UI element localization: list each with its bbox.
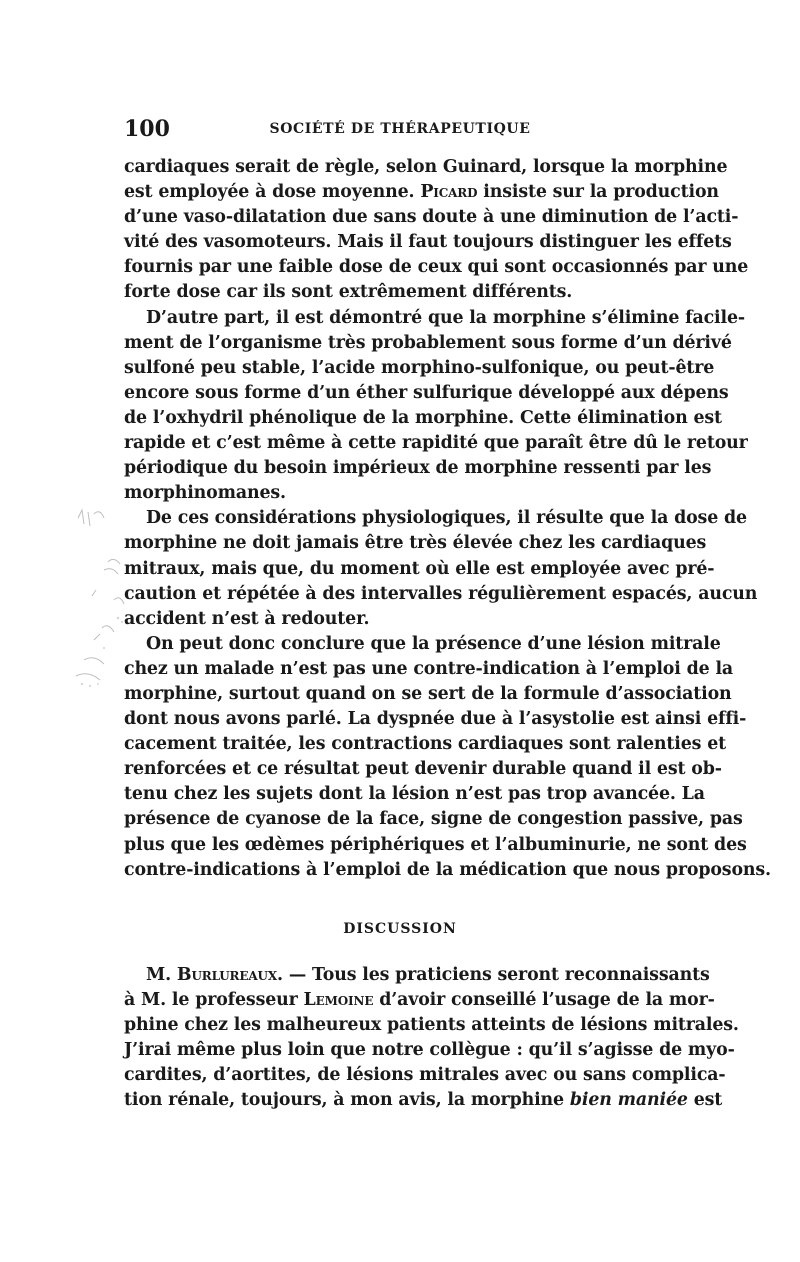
text-line: fournis par une faible dose de ceux qui sont occasionnés par une	[124, 257, 749, 278]
text-line: rapide et c’est même à cette rapidité que paraît être dû le retour	[124, 433, 748, 454]
page-number: 100	[124, 116, 170, 142]
text-line-part: M.	[146, 965, 177, 985]
text-line-part: . — Tous les praticiens seront reconnaissants	[277, 965, 710, 985]
text-line-part: est	[687, 1090, 723, 1111]
text-line-part: à M. le professeur	[124, 990, 304, 1011]
text-line: présence de cyanose de la face, signe de congestion passive, pas	[124, 809, 743, 830]
running-title: SOCIÉTÉ DE THÉRAPEUTIQUE	[269, 121, 531, 137]
text-line: chez un malade n’est pas une contre-indication à l’emploi de la	[124, 658, 734, 679]
italic-phrase: bien maniée	[569, 1090, 688, 1111]
text-line: accident n’est à redouter.	[124, 608, 370, 629]
text-line	[124, 963, 710, 988]
text-line	[124, 180, 719, 205]
discussion-text	[124, 963, 739, 1114]
text-line: encore sous forme d’un éther sulfurique développé aux dépens	[124, 382, 729, 403]
text-line: D’autre part, il est démontré que la morphine s’élimine facile-	[146, 307, 745, 328]
text-line: phine chez les malheureux patients atteints de lésions mitrales.	[124, 1015, 739, 1036]
text-line: morphine, surtout quand on se sert de la formule d’association	[124, 683, 732, 704]
text-line: On peut donc conclure que la présence d’une lésion mitrale	[146, 633, 721, 654]
text-line: renforcées et ce résultat peut devenir durable quand il est ob-	[124, 759, 722, 780]
speaker-name: Lemoine	[303, 990, 374, 1011]
text-line: dont nous avons parlé. La dyspnée due à l’asystolie est ainsi effi-	[124, 709, 747, 730]
text-line	[124, 1088, 723, 1113]
text-line: cacement traitée, les contractions cardiaques sont ralenties et	[124, 734, 727, 755]
text-line: plus que les œdèmes périphériques et l’albuminurie, ne sont des	[124, 834, 747, 855]
text-line	[124, 988, 715, 1013]
text-line-part: insiste sur la production	[477, 182, 719, 203]
section-heading: DISCUSSION	[343, 921, 457, 937]
speaker-name: Burlureaux	[176, 965, 278, 985]
text-line: cardiaques serait de règle, selon Guinard, lorsque la morphine	[124, 157, 728, 177]
text-line: ment de l’organisme très probablement sous forme d’un dérivé	[124, 332, 732, 353]
text-line: contre-indications à l’emploi de la médication que nous proposons.	[124, 859, 771, 880]
author-name: Picard	[420, 182, 478, 203]
text-line: cardites, d’aortites, de lésions mitrales avec ou sans complica-	[124, 1065, 726, 1086]
text-line-part: d’avoir conseillé l’usage de la mor-	[373, 990, 715, 1011]
text-line: caution et répétée à des intervalles régulièrement espacés, aucun	[124, 583, 758, 604]
text-line: d’une vaso-dilatation due sans doute à une diminution de l’acti-	[124, 207, 739, 228]
text-line-part: tion rénale, toujours, à mon avis, la morphine	[124, 1090, 570, 1111]
text-line: morphinomanes.	[124, 483, 286, 504]
text-line: morphine ne doit jamais être très élevée chez les cardiaques	[124, 533, 707, 554]
text-line: De ces considérations physiologiques, il résulte que la dose de	[146, 508, 747, 529]
text-line: tenu chez les sujets dont la lésion n’est pas trop avancée. La	[124, 784, 705, 805]
text-line: mitraux, mais que, du moment où elle est employée avec pré-	[124, 558, 715, 579]
page-header	[124, 114, 676, 144]
text-line: de l’oxhydril phénolique de la morphine. Cette élimination est	[124, 407, 722, 428]
main-text	[124, 155, 771, 883]
text-line: J’irai même plus loin que notre collègue : qu’il s’agisse de myo-	[124, 1040, 735, 1061]
margin-smudge	[74, 500, 126, 690]
text-line: forte dose car ils sont extrêmement différents.	[124, 282, 573, 303]
text-line: vité des vasomoteurs. Mais il faut toujours distinguer les effets	[124, 232, 732, 253]
text-line-part	[124, 182, 719, 202]
text-line-part: est employée à dose moyenne.	[124, 182, 421, 203]
text-line: périodique du besoin impérieux de morphine ressenti par les	[124, 458, 712, 479]
text-line: sulfoné peu stable, l’acide morphino-sulfonique, ou peut-être	[124, 357, 715, 378]
margin-smudge-icon	[74, 500, 126, 690]
